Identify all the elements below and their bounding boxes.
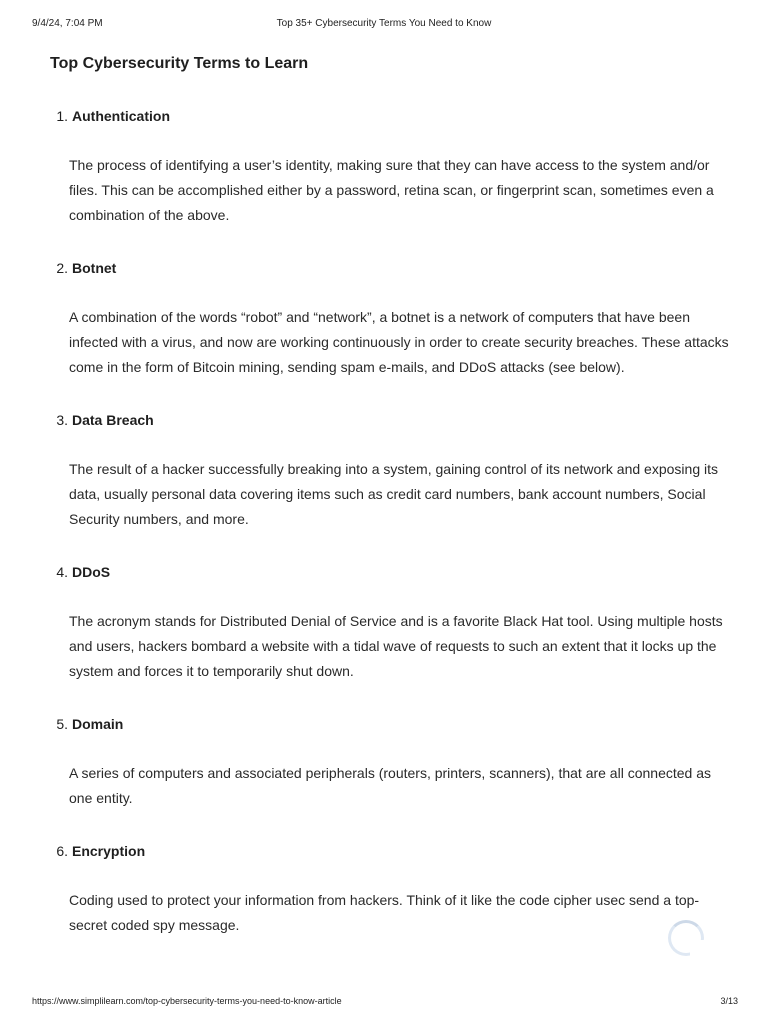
term-number: 6. (56, 843, 68, 859)
page-url-link[interactable]: https://www.simplilearn.com/top-cybersecurity-terms-you-need-to-know-article (32, 996, 342, 1006)
term-heading (52, 106, 730, 126)
article-content (50, 52, 730, 938)
term-item (50, 841, 730, 938)
term-description: Coding used to protect your information from hackers. Think of it like the code cipher usec send a top-secret coded spy message. (69, 892, 700, 933)
term-name: Domain (72, 716, 124, 732)
page-number: 3/13 (720, 996, 738, 1006)
print-header (0, 18, 768, 32)
term-name: Encryption (72, 843, 146, 859)
term-heading (52, 562, 730, 582)
term-item (50, 106, 730, 228)
term-heading (52, 258, 730, 278)
term-description: A series of computers and associated peripherals (routers, printers, scanners), that are all connected as one entity. (69, 765, 711, 806)
section-title: Top Cybersecurity Terms to Learn (50, 55, 309, 72)
term-name: Data Breach (72, 412, 154, 428)
term-heading (52, 410, 730, 430)
term-heading (52, 714, 730, 734)
term-name: DDoS (72, 564, 111, 580)
term-description: The process of identifying a user’s identity, making sure that they can have access to the system and/or files. This can be accomplished either by a password, retina scan, or fingerprint scan, sometimes even a combination of the above. (69, 157, 714, 223)
term-heading (52, 841, 730, 861)
print-document-title: Top 35+ Cybersecurity Terms You Need to Know (276, 18, 492, 29)
term-item (50, 562, 730, 684)
term-number: 5. (56, 716, 68, 732)
term-name: Botnet (72, 260, 117, 276)
terms-list (50, 106, 730, 938)
term-name: Authentication (72, 108, 170, 124)
print-footer (0, 996, 768, 1010)
print-datetime: 9/4/24, 7:04 PM (32, 18, 103, 29)
spinner-gap (690, 940, 706, 958)
term-number: 3. (56, 412, 68, 428)
term-item (50, 258, 730, 380)
term-description: A combination of the words “robot” and “network”, a botnet is a network of computers that have been infected with a virus, and now are working continuously in order to create security breaches. These attacks come in the form of Bitcoin mining, sending spam e-mails, and DDoS attacks (see below). (69, 309, 729, 375)
term-item (50, 410, 730, 532)
term-description: The result of a hacker successfully breaking into a system, gaining control of its network and exposing its data, usually personal data covering items such as credit card numbers, bank account numbers, Social Security numbers, and more. (69, 461, 718, 527)
term-number: 2. (56, 260, 68, 276)
term-number: 1. (56, 108, 68, 124)
term-description: The acronym stands for Distributed Denial of Service and is a favorite Black Hat tool. Using multiple hosts and users, hackers bombard a website with a tidal wave of requests to such an extent that it locks up the system and forces it to temporarily shut down. (69, 613, 723, 679)
term-number: 4. (56, 564, 68, 580)
term-item (50, 714, 730, 811)
